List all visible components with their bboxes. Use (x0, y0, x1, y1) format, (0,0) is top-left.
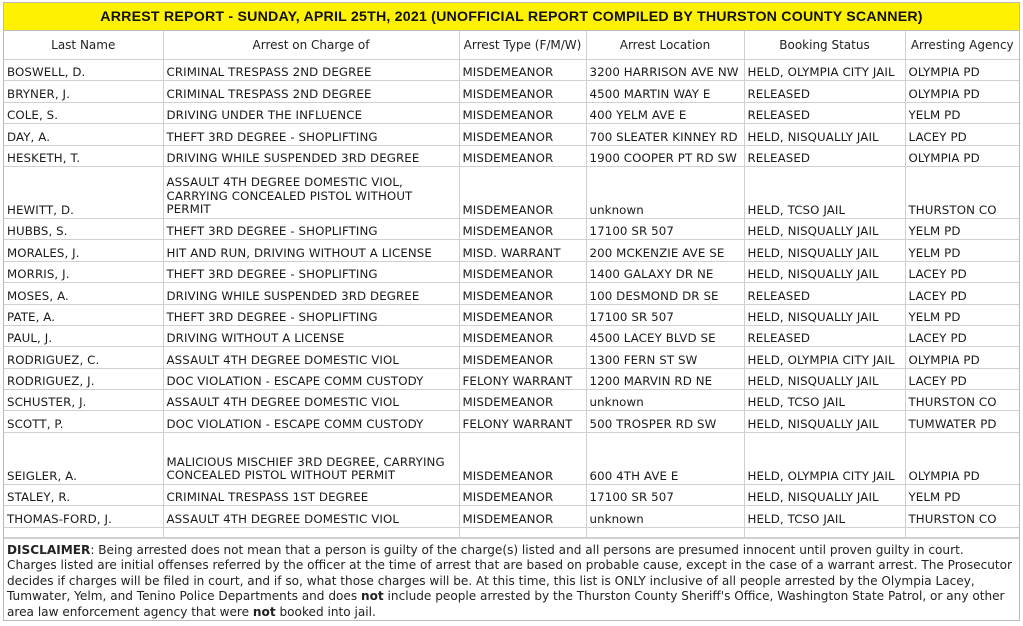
cell-charge: THEFT 3RD DEGREE - SHOPLIFTING (163, 304, 459, 325)
cell-charge: CRIMINAL TRESPASS 1ST DEGREE (163, 484, 459, 505)
cell-last-name: BOSWELL, D. (4, 60, 163, 81)
cell-agency: THURSTON CO (905, 506, 1019, 527)
disclaimer-part-3: booked into jail. (275, 605, 376, 620)
table-row (4, 145, 1019, 166)
table-row (4, 368, 1019, 389)
cell-last-name: PATE, A. (4, 304, 163, 325)
cell-booking-status: HELD, NISQUALLY JAIL (744, 218, 905, 239)
disclaimer-text (4, 538, 1019, 621)
cell-agency: LACEY PD (905, 368, 1019, 389)
cell-location: 200 MCKENZIE AVE SE (586, 240, 744, 261)
cell-booking-status: HELD, OLYMPIA CITY JAIL (744, 432, 905, 484)
cell-arrest-type: MISDEMEANOR (459, 347, 586, 368)
cell-charge: CRIMINAL TRESPASS 2ND DEGREE (163, 60, 459, 81)
cell-booking-status: RELEASED (744, 145, 905, 166)
cell-agency: YELM PD (905, 102, 1019, 123)
cell-location: 4500 MARTIN WAY E (586, 81, 744, 102)
table-row (4, 347, 1019, 368)
cell-charge: DRIVING WITHOUT A LICENSE (163, 325, 459, 346)
cell-last-name: STALEY, R. (4, 484, 163, 505)
cell-last-name: BRYNER, J. (4, 81, 163, 102)
cell-arrest-type: MISDEMEANOR (459, 166, 586, 218)
report-title: ARREST REPORT - SUNDAY, APRIL 25TH, 2021 (UNOFFICIAL REPORT COMPILED BY THURSTON COUNTY SCANNER) (4, 3, 1019, 31)
table-row (4, 390, 1019, 411)
cell-last-name: SCHUSTER, J. (4, 390, 163, 411)
cell-booking-status: HELD, NISQUALLY JAIL (744, 261, 905, 282)
cell-booking-status: RELEASED (744, 283, 905, 304)
cell-booking-status: HELD, NISQUALLY JAIL (744, 368, 905, 389)
cell-arrest-type: MISDEMEANOR (459, 390, 586, 411)
disclaimer-not-2: not (252, 605, 276, 620)
cell-location: 700 SLEATER KINNEY RD (586, 124, 744, 145)
cell-agency: OLYMPIA PD (905, 60, 1019, 81)
cell-arrest-type: MISDEMEANOR (459, 432, 586, 484)
cell-last-name: HEWITT, D. (4, 166, 163, 218)
cell-booking-status: HELD, TCSO JAIL (744, 166, 905, 218)
cell-charge: HIT AND RUN, DRIVING WITHOUT A LICENSE (163, 240, 459, 261)
cell-charge: ASSAULT 4TH DEGREE DOMESTIC VIOL, CARRYING CONCEALED PISTOL WITHOUT PERMIT (163, 166, 459, 218)
cell-arrest-type: FELONY WARRANT (459, 368, 586, 389)
cell-charge: DOC VIOLATION - ESCAPE COMM CUSTODY (163, 411, 459, 432)
cell-arrest-type: MISDEMEANOR (459, 124, 586, 145)
cell-booking-status: HELD, NISQUALLY JAIL (744, 124, 905, 145)
cell-location: 100 DESMOND DR SE (586, 283, 744, 304)
cell-arrest-type: MISDEMEANOR (459, 102, 586, 123)
cell-charge: DRIVING UNDER THE INFLUENCE (163, 102, 459, 123)
disclaimer-label: DISCLAIMER (7, 542, 91, 557)
cell-booking-status: HELD, TCSO JAIL (744, 506, 905, 527)
cell-arrest-type: MISDEMEANOR (459, 325, 586, 346)
disclaimer-not-1: not (361, 589, 384, 604)
table-row (4, 283, 1019, 304)
cell-last-name: MORRIS, J. (4, 261, 163, 282)
cell-arrest-type: MISDEMEANOR (459, 81, 586, 102)
cell-location: 17100 SR 507 (586, 304, 744, 325)
cell-arrest-type: MISDEMEANOR (459, 283, 586, 304)
cell-last-name: RODRIGUEZ, J. (4, 368, 163, 389)
table-body (4, 60, 1019, 538)
spacer-row (4, 527, 1019, 537)
cell-agency: YELM PD (905, 304, 1019, 325)
cell-location: 17100 SR 507 (586, 218, 744, 239)
cell-agency: OLYMPIA PD (905, 145, 1019, 166)
table-row (4, 432, 1019, 484)
cell-charge: ASSAULT 4TH DEGREE DOMESTIC VIOL (163, 506, 459, 527)
cell-last-name: SEIGLER, A. (4, 432, 163, 484)
cell-charge: THEFT 3RD DEGREE - SHOPLIFTING (163, 124, 459, 145)
cell-arrest-type: MISDEMEANOR (459, 145, 586, 166)
cell-arrest-type: MISDEMEANOR (459, 304, 586, 325)
col-header-arrest-type: Arrest Type (F/M/W) (459, 31, 586, 60)
cell-booking-status: RELEASED (744, 325, 905, 346)
cell-location: 3200 HARRISON AVE NW (586, 60, 744, 81)
cell-charge: DRIVING WHILE SUSPENDED 3RD DEGREE (163, 283, 459, 304)
cell-booking-status: HELD, NISQUALLY JAIL (744, 240, 905, 261)
cell-agency: LACEY PD (905, 261, 1019, 282)
cell-booking-status: RELEASED (744, 102, 905, 123)
cell-location: unknown (586, 506, 744, 527)
cell-agency: TUMWATER PD (905, 411, 1019, 432)
cell-agency: OLYMPIA PD (905, 347, 1019, 368)
cell-last-name: HUBBS, S. (4, 218, 163, 239)
cell-agency: YELM PD (905, 240, 1019, 261)
cell-charge: ASSAULT 4TH DEGREE DOMESTIC VIOL (163, 390, 459, 411)
disclaimer-part-2: include people arrested by the Thurston County Sheriff's Office, Washington State Patrol, or any other area law enforcement agency that were (7, 589, 1005, 620)
cell-location: unknown (586, 166, 744, 218)
cell-booking-status: RELEASED (744, 81, 905, 102)
table-row (4, 240, 1019, 261)
cell-arrest-type: FELONY WARRANT (459, 411, 586, 432)
cell-agency: YELM PD (905, 484, 1019, 505)
cell-arrest-type: MISDEMEANOR (459, 261, 586, 282)
col-header-charge: Arrest on Charge of (163, 31, 459, 60)
cell-agency: LACEY PD (905, 124, 1019, 145)
cell-booking-status: HELD, OLYMPIA CITY JAIL (744, 347, 905, 368)
cell-location: 400 YELM AVE E (586, 102, 744, 123)
cell-arrest-type: MISDEMEANOR (459, 484, 586, 505)
cell-agency: THURSTON CO (905, 166, 1019, 218)
cell-charge: ASSAULT 4TH DEGREE DOMESTIC VIOL (163, 347, 459, 368)
cell-booking-status: HELD, NISQUALLY JAIL (744, 411, 905, 432)
cell-last-name: RODRIGUEZ, C. (4, 347, 163, 368)
cell-last-name: SCOTT, P. (4, 411, 163, 432)
table-row (4, 411, 1019, 432)
cell-location: 1400 GALAXY DR NE (586, 261, 744, 282)
arrest-report-sheet (3, 2, 1020, 621)
cell-agency: LACEY PD (905, 283, 1019, 304)
col-header-location: Arrest Location (586, 31, 744, 60)
cell-last-name: MORALES, J. (4, 240, 163, 261)
disclaimer-part-1: : Being arrested does not mean that a person is guilty of the charge(s) listed and all persons are presumed innocent until proven guilty in court. Charges listed are initial offenses referred by the officer at the time of arrest that are based on probable cause, except in the case of a warrant arrest. The Prosecutor decides if charges will be filed in court, and if so, what those charges will be. At this time, this list is ONLY inclusive of all people arrested by the Olympia Lacey, Tumwater, Yelm, and Tenino Police Departments and does (7, 542, 1013, 604)
cell-booking-status: HELD, OLYMPIA CITY JAIL (744, 60, 905, 81)
cell-last-name: THOMAS-FORD, J. (4, 506, 163, 527)
cell-last-name: COLE, S. (4, 102, 163, 123)
table-row (4, 325, 1019, 346)
table-row (4, 124, 1019, 145)
cell-charge: DRIVING WHILE SUSPENDED 3RD DEGREE (163, 145, 459, 166)
table-row (4, 166, 1019, 218)
table-row (4, 484, 1019, 505)
cell-location: 500 TROSPER RD SW (586, 411, 744, 432)
cell-location: 17100 SR 507 (586, 484, 744, 505)
cell-agency: LACEY PD (905, 325, 1019, 346)
cell-agency: OLYMPIA PD (905, 81, 1019, 102)
col-header-booking-status: Booking Status (744, 31, 905, 60)
cell-last-name: HESKETH, T. (4, 145, 163, 166)
table-row (4, 81, 1019, 102)
table-row (4, 261, 1019, 282)
cell-location: 4500 LACEY BLVD SE (586, 325, 744, 346)
cell-arrest-type: MISDEMEANOR (459, 60, 586, 81)
cell-agency: THURSTON CO (905, 390, 1019, 411)
arrest-table (4, 31, 1019, 538)
col-header-agency: Arresting Agency (905, 31, 1019, 60)
cell-agency: YELM PD (905, 218, 1019, 239)
cell-last-name: MOSES, A. (4, 283, 163, 304)
cell-location: unknown (586, 390, 744, 411)
cell-arrest-type: MISDEMEANOR (459, 506, 586, 527)
cell-arrest-type: MISDEMEANOR (459, 218, 586, 239)
col-header-last-name: Last Name (4, 31, 163, 60)
cell-location: 1300 FERN ST SW (586, 347, 744, 368)
cell-booking-status: HELD, NISQUALLY JAIL (744, 304, 905, 325)
cell-charge: THEFT 3RD DEGREE - SHOPLIFTING (163, 261, 459, 282)
cell-arrest-type: MISD. WARRANT (459, 240, 586, 261)
cell-charge: CRIMINAL TRESPASS 2ND DEGREE (163, 81, 459, 102)
table-row (4, 60, 1019, 81)
cell-agency: OLYMPIA PD (905, 432, 1019, 484)
cell-last-name: PAUL, J. (4, 325, 163, 346)
table-row (4, 304, 1019, 325)
cell-location: 1200 MARVIN RD NE (586, 368, 744, 389)
cell-location: 1900 COOPER PT RD SW (586, 145, 744, 166)
table-row (4, 218, 1019, 239)
table-row (4, 102, 1019, 123)
cell-charge: DOC VIOLATION - ESCAPE COMM CUSTODY (163, 368, 459, 389)
table-row (4, 506, 1019, 527)
cell-charge: MALICIOUS MISCHIEF 3RD DEGREE, CARRYING CONCEALED PISTOL WITHOUT PERMIT (163, 432, 459, 484)
cell-last-name: DAY, A. (4, 124, 163, 145)
cell-location: 600 4TH AVE E (586, 432, 744, 484)
cell-booking-status: HELD, TCSO JAIL (744, 390, 905, 411)
cell-booking-status: HELD, NISQUALLY JAIL (744, 484, 905, 505)
cell-charge: THEFT 3RD DEGREE - SHOPLIFTING (163, 218, 459, 239)
table-header-row (4, 31, 1019, 60)
